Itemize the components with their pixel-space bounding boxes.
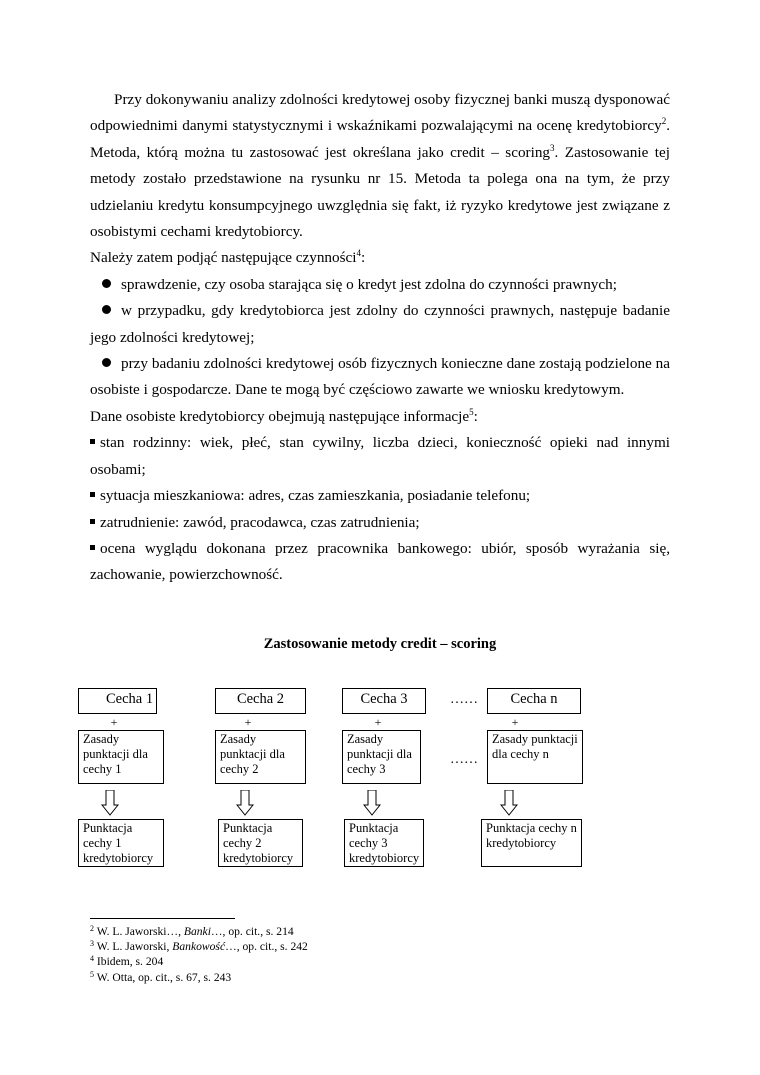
figure-title: Zastosowanie metody credit – scoring	[263, 636, 497, 652]
footnote-ref[interactable]: 5	[469, 406, 474, 417]
feature-box-1: Cecha 1	[78, 688, 157, 714]
score-box-3: Punktacja cechy 3 kredytobiorcy	[344, 819, 424, 867]
plus-icon: +	[511, 715, 519, 729]
footnote-item: $^2$ W. L. Jaworski…, Banki…, op. cit., s. 214	[90, 924, 294, 938]
list-item-info: stan rodzinny: wiek, płeć, stan cywilny, liczba dzieci, konieczność opieki nad innymi osobami;	[90, 434, 670, 478]
footnote-separator	[90, 918, 235, 919]
down-arrow-icon	[101, 790, 119, 816]
body-text	[90, 87, 670, 589]
score-box-2: Punktacja cechy 2 kredytobiorcy	[218, 819, 303, 867]
footnote-item: $^5$ W. Otta, op. cit., s. 67, s. 243	[90, 969, 232, 984]
footnote-ref[interactable]: 2	[661, 116, 667, 127]
paragraph-text: . Metoda, którą można tu zastosować jest określana jako credit – scoring	[90, 117, 670, 161]
square-bullet-icon	[90, 545, 95, 550]
feature-box-2: Cecha 2	[215, 688, 306, 714]
bullet-icon	[102, 358, 111, 367]
down-arrow-icon	[236, 790, 254, 816]
paragraph-info-intro: Dane osobiste kredytobiorcy obejmują następujące informacje$^5$:	[90, 406, 478, 425]
plus-icon: +	[110, 715, 118, 729]
footnote-item: $^3$ W. L. Jaworski, Bankowość…, op. cit., s. 242	[90, 939, 308, 954]
rules-box-3: Zasady punktacji dla cechy 3	[342, 730, 421, 784]
feature-box-3: Cecha 3	[342, 688, 426, 714]
bullet-icon	[102, 305, 111, 314]
feature-box-n: Cecha n	[487, 688, 581, 714]
score-box-n: Punktacja cechy n kredytobiorcy	[481, 819, 582, 867]
rules-box-1: Zasady punktacji dla cechy 1	[78, 730, 164, 784]
footnote-ref[interactable]: 4	[356, 248, 361, 259]
square-bullet-icon	[90, 492, 95, 497]
square-bullet-icon	[90, 439, 95, 444]
rules-box-n: Zasady punktacji dla cechy n	[487, 730, 583, 784]
bullet-icon	[102, 279, 111, 288]
list-item-step: w przypadku, gdy kredytobiorca jest zdolny do czynności prawnych, następuje badanie jego zdolności kredytowej;	[90, 302, 670, 346]
list-item-info: zatrudnienie: zawód, pracodawca, czas zatrudnienia;	[90, 510, 670, 536]
plus-icon: +	[244, 715, 252, 729]
paragraph-intro	[90, 87, 670, 245]
plus-icon: +	[374, 715, 382, 729]
score-box-1: Punktacja cechy 1 kredytobiorcy	[78, 819, 164, 867]
paragraph-text: Przy dokonywaniu analizy zdolności kredytowej osoby fizycznej banki muszą dysponować odpowiednimi danymi statystycznymi i wskaźnikami pozwalającymi na ocenę kredytobiorcy	[90, 91, 670, 135]
list-item-step: sprawdzenie, czy osoba starająca się o kredyt jest zdolna do czynności prawnych;	[90, 272, 670, 298]
list-item-info: ocena wyglądu dokonana przez pracownika bankowego: ubiór, sposób wyrażania się, zachowanie, powierzchowność.	[90, 539, 670, 584]
ellipsis: ……	[450, 752, 478, 767]
list-item-info: sytuacja mieszkaniowa: adres, czas zamieszkania, posiadanie telefonu;	[90, 483, 670, 509]
footnote-ref[interactable]: 3	[550, 142, 555, 153]
down-arrow-icon	[363, 790, 381, 816]
square-bullet-icon	[90, 519, 95, 524]
footnote-item: $^4$ Ibidem, s. 204	[90, 954, 164, 969]
paragraph-text: . Zastosowanie tej metody zostało przedstawione na rysunku nr 15. Metoda ta polega ona na tym, że przy udzielaniu kredytu konsumpcyjnego uwzględnia się fakt, iż ryzyko kredytowe jest związane z osobistymi cechami kredytobiorcy.	[90, 143, 670, 241]
ellipsis: ……	[450, 692, 478, 707]
rules-box-2: Zasady punktacji dla cechy 2	[215, 730, 306, 784]
paragraph-steps-intro: Należy zatem podjąć następujące czynności$^4$:	[90, 248, 366, 267]
list-item-step: przy badaniu zdolności kredytowej osób fizycznych konieczne dane zostają podzielone na osobiste i gospodarcze. Dane te mogą być częściowo zawarte we wniosku kredytowym.	[90, 355, 670, 399]
footnotes	[90, 924, 308, 985]
down-arrow-icon	[500, 790, 518, 816]
